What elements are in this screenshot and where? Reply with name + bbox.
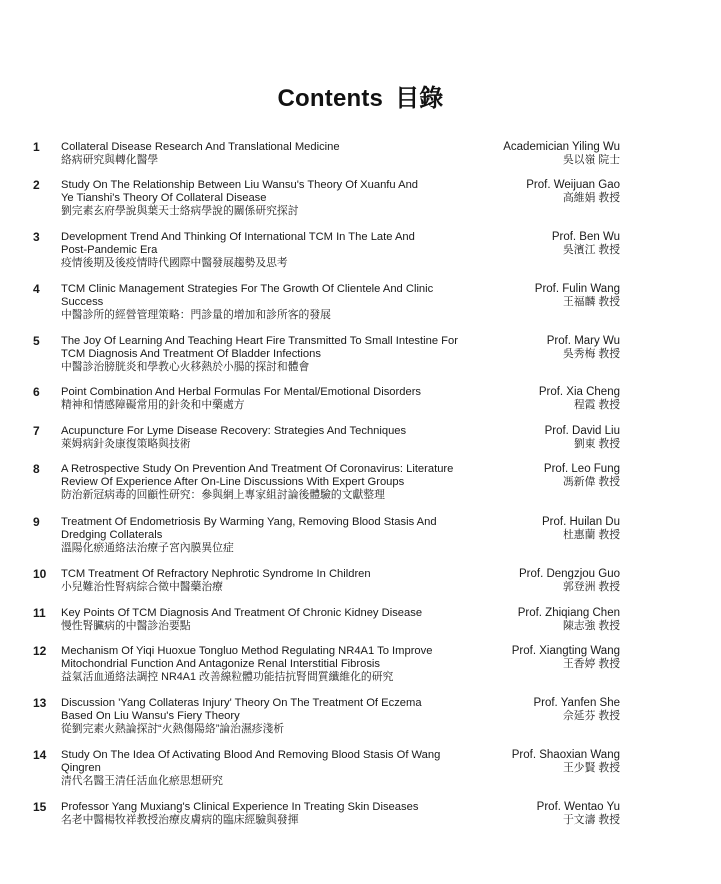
entry-number: 10 [33,567,47,581]
entry-number: 13 [33,696,47,710]
author-name-en: Academician Yiling Wu [503,141,620,153]
entry-text [61,645,486,684]
entry-title-cn: 中醫診治膀胱炎和學教心火移熱於小腸的探討和體會 [61,361,310,373]
entry-number: 3 [33,230,40,244]
entry-text [61,179,486,218]
author-name-en: Prof. Yanfen She [533,697,620,709]
entry-author [552,231,620,257]
entry-text [61,801,486,827]
entry-title-en: Ye Tianshi's Theory Of Collateral Disease [61,192,267,204]
entry-title-en: TCM Diagnosis And Treatment Of Bladder Infections [61,348,321,360]
entry-author [526,179,620,205]
author-name-cn: 高維娟 教授 [563,192,620,204]
entry-author [512,645,620,671]
author-name-en: Prof. Fulin Wang [534,283,620,295]
entry-title-cn: 絡病研究與轉化醫學 [61,154,159,166]
author-name-cn: 吳秀梅 教授 [563,348,620,360]
author-name-en: Prof. Huilan Du [542,516,620,528]
author-name-en: Prof. David Liu [544,425,620,437]
entry-author [535,283,620,309]
entry-title-en: Point Combination And Herbal Formulas For Mental/Emotional Disorders [61,386,422,398]
author-name-en: Prof. Leo Fung [543,463,620,475]
entry-number: 11 [33,606,46,620]
entry-title-en: Development Trend And Thinking Of International TCM In The Late And [61,231,415,243]
entry-title-cn: 中醫診所的經營管理策略：門診量的增加和診所客的發展 [61,309,331,321]
entry-title-cn: 清代名醫王清任活血化瘀思想研究 [61,775,223,787]
author-name-en: Prof. Shaoxian Wang [511,749,620,761]
author-name-cn: 吳以嶺 院士 [563,154,620,166]
entry-title-en: Study On The Idea Of Activating Blood And Removing Blood Stasis Of Wang [61,749,441,761]
entry-title-cn: 溫陽化瘀通絡法治療子宮內膜異位症 [61,542,234,554]
entry-author [542,516,620,542]
entry-author [539,386,620,412]
author-name-en: Prof. Xiangting Wang [511,645,620,657]
entry-text [61,425,486,451]
entry-number: 6 [33,385,40,399]
entry-author [533,697,620,723]
entry-text [61,697,486,736]
entry-number: 7 [33,424,40,438]
entry-title-en: Key Points Of TCM Diagnosis And Treatment Of Chronic Kidney Disease [61,607,423,619]
entry-author [545,425,620,451]
entry-title-en: Qingren [61,762,101,774]
entry-title-en: Professor Yang Muxiang's Clinical Experience In Treating Skin Diseases [61,801,419,813]
page-title-zh: 目錄 [395,85,444,112]
entry-title-en: Study On The Relationship Between Liu Wansu's Theory Of Xuanfu And [61,179,419,191]
entry-title-cn: 防治新冠病毒的回顧性研究：參與網上專家組討論後體驗的文獻整理 [61,489,385,501]
page-title [0,78,721,113]
entry-title-en: Acupuncture For Lyme Disease Recovery: Strategies And Techniques [61,425,407,437]
entry-title-en: Dredging Collaterals [61,529,163,541]
entry-text [61,463,486,502]
entry-author [547,335,620,361]
entry-title-en: Collateral Disease Research And Translational Medicine [61,141,340,153]
author-name-cn: 程霞 教授 [573,399,620,411]
entry-title-en: A Retrospective Study On Prevention And Treatment Of Coronavirus: Literature [61,463,454,475]
entry-number: 12 [33,644,47,658]
entry-title-en: TCM Clinic Management Strategies For The Growth Of Clientele And Clinic [61,283,434,295]
entry-title-cn: 小兒難治性腎病綜合徵中醫藥治療 [61,581,223,593]
author-name-en: Prof. Wentao Yu [536,801,620,813]
author-name-en: Prof. Mary Wu [546,335,620,347]
page-title-en: Contents [277,85,384,112]
entry-number: 2 [33,178,40,192]
author-name-cn: 郭登洲 教授 [563,581,620,593]
entry-author [544,463,620,489]
entry-title-cn: 益氣活血通絡法調控 NR4A1 改善線粒體功能拮抗腎間質纖維化的研究 [61,671,394,683]
entry-text [61,141,486,167]
entry-author [518,607,620,633]
entry-title-en: TCM Treatment Of Refractory Nephrotic Syndrome In Children [61,568,371,580]
author-name-en: Prof. Weijuan Gao [526,179,620,191]
author-name-en: Prof. Xia Cheng [538,386,620,398]
entry-title-cn: 劉完素玄府學說與葉天士絡病學說的關係研究探討 [61,205,299,217]
entry-text [61,283,486,322]
author-name-en: Prof. Dengzjou Guo [518,568,620,580]
entry-text [61,335,486,374]
author-name-cn: 王少賢 教授 [563,762,620,774]
author-name-cn: 于文濤 教授 [563,814,620,826]
entry-number: 15 [33,800,47,814]
author-name-en: Prof. Ben Wu [551,231,620,243]
entry-title-en: Discussion 'Yang Collateras Injury' Theory On The Treatment Of Eczema [61,697,422,709]
author-name-cn: 杜惠蘭 教授 [563,529,620,541]
entry-title-en: Based On Liu Wansu's Fiery Theory [61,710,240,722]
author-name-cn: 佘延芬 教授 [563,710,620,722]
author-name-cn: 陳志強 教授 [563,620,620,632]
entry-number: 4 [33,282,40,296]
author-name-cn: 馮新偉 教授 [563,476,620,488]
entry-title-cn: 慢性腎臟病的中醫診治要點 [61,620,191,632]
entry-author [512,749,620,775]
entry-number: 5 [33,334,40,348]
entry-author [503,141,620,167]
entry-title-en: Post-Pandemic Era [61,244,158,256]
entry-title-en: Mechanism Of Yiqi Huoxue Tongluo Method Regulating NR4A1 To Improve [61,645,433,657]
entry-title-en: Treatment Of Endometriosis By Warming Yang, Removing Blood Stasis And [61,516,437,528]
entry-title-cn: 疫情後期及後疫情時代國際中醫發展趨勢及思考 [61,257,288,269]
entry-text [61,607,486,633]
entry-number: 1 [33,140,40,154]
entry-number: 9 [33,515,40,529]
entry-title-cn: 萊姆病針灸康復策略與技術 [61,438,191,450]
entry-text [61,749,486,788]
entry-author [519,568,620,594]
entry-title-en: The Joy Of Learning And Teaching Heart Fire Transmitted To Small Intestine For [61,335,458,347]
author-name-cn: 王香婷 教授 [563,658,620,670]
entry-text [61,568,486,594]
entry-title-cn: 從劉完素火熱論探討“火熱傷陽絡”論治濕疹淺析 [61,723,285,735]
entry-author [537,801,620,827]
entry-text [61,516,486,555]
entry-title-en: Mitochondrial Function And Antagonize Renal Interstitial Fibrosis [61,658,381,670]
entry-title-en: Review Of Experience After On-Line Discussions With Expert Groups [61,476,405,488]
author-name-cn: 王福麟 教授 [563,296,620,308]
entry-number: 14 [33,748,47,762]
entry-number: 8 [33,462,40,476]
entry-title-en: Success [61,296,104,308]
author-name-cn: 劉東 教授 [573,438,620,450]
entry-title-cn: 名老中醫楊牧祥教授治療皮膚病的臨床經驗與發揮 [61,814,299,826]
entry-title-cn: 精神和情感障礙常用的針灸和中藥處方 [61,399,245,411]
author-name-en: Prof. Zhiqiang Chen [517,607,620,619]
author-name-cn: 吳濱江 教授 [563,244,620,256]
entry-text [61,231,486,270]
entry-text [61,386,486,412]
